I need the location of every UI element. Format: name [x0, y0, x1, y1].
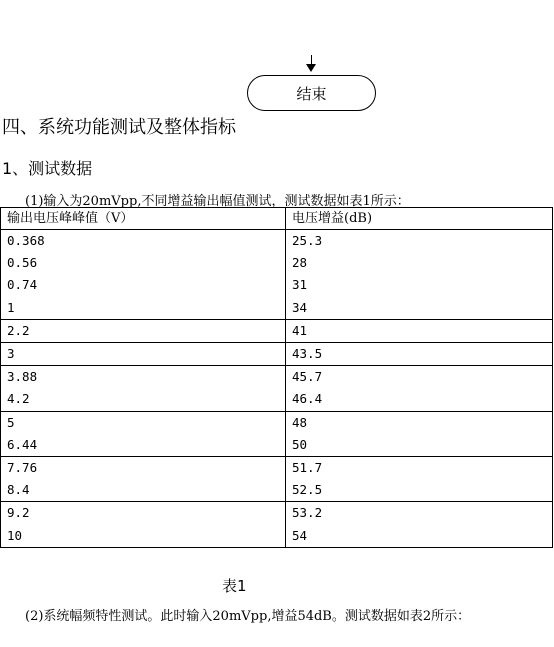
table-cell: [286, 366, 553, 411]
cell-value: 3: [7, 346, 15, 362]
table-cell: [1, 457, 286, 502]
flowchart-end-label: 结束: [296, 84, 327, 103]
table-cell: [1, 343, 286, 366]
table-row: [1, 366, 553, 411]
table-cell: [1, 366, 286, 411]
table-cell: [286, 343, 553, 366]
cell-value: 1: [7, 299, 15, 315]
table-cell: [286, 230, 553, 320]
cell-value: 41: [292, 322, 308, 338]
table-row: [1, 457, 553, 502]
cell-value: 28: [292, 255, 308, 271]
cell-value: 9.2: [7, 505, 30, 521]
cell-value: 54: [292, 527, 308, 543]
cell-value: 50: [292, 436, 308, 452]
cell-value: 53.2: [292, 505, 323, 521]
cell-value: 0.56: [7, 255, 38, 271]
table-header-cell: 电压增益(dB): [286, 208, 553, 230]
table-cell: [1, 230, 286, 320]
cell-value: 31: [292, 277, 308, 293]
cell-value: 51.7: [292, 460, 323, 476]
cell-value: 25.3: [292, 233, 323, 248]
gain-test-table: [0, 207, 553, 548]
table-row: [1, 230, 553, 320]
cell-value: 0.74: [7, 277, 38, 293]
cell-value: 48: [292, 414, 308, 430]
table-cell: [1, 502, 286, 547]
table-cell: [1, 319, 286, 342]
subsection-heading: 1、测试数据: [2, 159, 93, 178]
table-row: [1, 502, 553, 547]
cell-value: 5: [7, 414, 15, 430]
table-row: [1, 319, 553, 342]
cell-value: 4.2: [7, 391, 30, 407]
table-cell: [286, 502, 553, 547]
cell-value: 2.2: [7, 322, 30, 338]
table-cell: [286, 411, 553, 456]
cell-value: 43.5: [292, 346, 323, 362]
table-header-cell: 输出电压峰峰值（V）: [1, 208, 286, 230]
table-cell: [286, 457, 553, 502]
table-cell: [1, 411, 286, 456]
cell-value: 45.7: [292, 369, 323, 385]
cell-value: 7.76: [7, 460, 38, 476]
table-header-row: [1, 208, 553, 230]
paragraph-2: (2)系统幅频特性测试。此时输入20mVpp,增益54dB。测试数据如表2所示：: [25, 609, 471, 624]
flow-arrow-icon: [306, 64, 316, 72]
cell-value: 0.368: [7, 233, 45, 248]
table-caption: 表1: [222, 577, 247, 595]
flowchart-end-node: [247, 75, 376, 111]
cell-value: 8.4: [7, 482, 30, 498]
cell-value: 34: [292, 299, 308, 315]
cell-value: 6.44: [7, 436, 38, 452]
table-row: [1, 411, 553, 456]
table-row: [1, 343, 553, 366]
cell-value: 10: [7, 527, 23, 543]
cell-value: 52.5: [292, 482, 323, 498]
cell-value: 3.88: [7, 369, 38, 385]
section-heading: 四、系统功能测试及整体指标: [2, 117, 236, 138]
table-cell: [286, 319, 553, 342]
paragraph-1: (1)输入为20mVpp,不同增益输出幅值测试，测试数据如表1所示：: [25, 194, 410, 209]
cell-value: 46.4: [292, 391, 323, 407]
